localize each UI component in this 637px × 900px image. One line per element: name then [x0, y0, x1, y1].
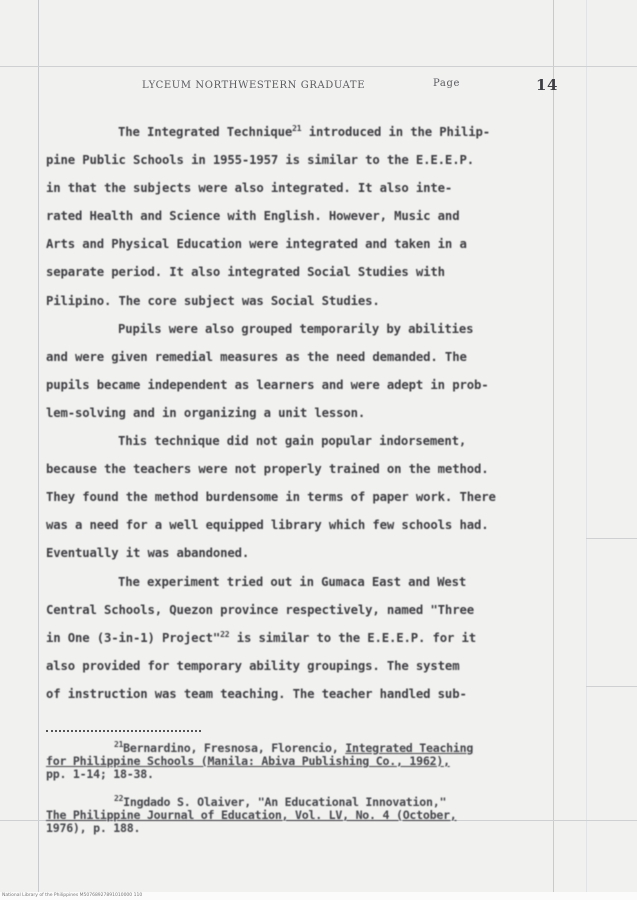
text-line: and were given remedial measures as the need demanded. The — [46, 349, 467, 364]
body-text — [46, 118, 586, 708]
margin-line-left — [38, 0, 39, 900]
text-line: of instruction was team teaching. The teacher handled sub- — [46, 686, 467, 701]
text-line: Pupils were also grouped temporarily by abilities — [118, 321, 474, 336]
page-number: 14 — [536, 76, 559, 94]
page-label: Page — [433, 78, 460, 89]
footnote-separator — [46, 730, 201, 732]
footnote-21-line: for Philippine Schools (Manila: Abiva Publishing Co., 1962), — [46, 754, 450, 768]
page-header — [0, 76, 637, 96]
footnotes — [46, 742, 591, 835]
text-line: This technique did not gain popular indorsement, — [118, 434, 467, 449]
text-line: pine Public Schools in 1955-1957 is similar to the E.E.E.P. — [46, 153, 474, 168]
text-line: Pilipino. The core subject was Social Studies. — [46, 293, 380, 308]
footnote-21-line: $^{21}$Bernardino, Fresnosa, Florencio, Integrated Teaching — [114, 740, 474, 755]
text-line: Central Schools, Quezon province respectively, named "Three — [46, 602, 474, 617]
side-rule-2 — [586, 686, 637, 687]
side-rule-1 — [586, 538, 637, 539]
text-line: They found the method burdensome in terms of paper work. There — [46, 490, 496, 505]
header-rule — [0, 66, 637, 67]
scan-credit-band: National Library of the Philippines M50768927891010000 110 — [0, 892, 637, 900]
text-line: was a need for a well equipped library which few schools had. — [46, 518, 489, 533]
footnote-21-line: pp. 1-14; 18-38. — [46, 767, 154, 781]
footnote-ref-21: 21 — [292, 124, 302, 133]
footnote-22-line: $^{22}$Ingdado S. Olaiver, "An Educational Innovation," — [114, 794, 447, 809]
text-line: The Integrated Technique$^{21}$ introduced in the Philip- — [118, 124, 491, 139]
text-line: in One (3-in-1) Project"$^{22}$ is similar to the E.E.E.P. for it — [46, 629, 477, 645]
text-line: pupils became independent as learners and were adept in prob- — [46, 377, 489, 392]
text-line: lem-solving and in organizing a unit lesson. — [46, 405, 366, 420]
text-line: rated Health and Science with English. However, Music and — [46, 209, 460, 224]
footnote-22-line: 1976), p. 188. — [46, 821, 141, 835]
text-line: in that the subjects were also integrated. It also inte- — [46, 181, 453, 196]
footnote-22-line: The Philippine Journal of Education, Vol. LV, No. 4 (October, — [46, 808, 457, 822]
text-line: also provided for temporary ability groupings. The system — [46, 658, 460, 673]
footnote-ref-22: 22 — [220, 629, 230, 639]
text-line: Arts and Physical Education were integrated and taken in a — [46, 237, 467, 252]
text-line: The experiment tried out in Gumaca East and West — [118, 574, 467, 589]
text-line: Eventually it was abandoned. — [46, 546, 250, 561]
institution-name: LYCEUM NORTHWESTERN GRADUATE — [142, 80, 366, 91]
text-line: separate period. It also integrated Social Studies with — [46, 265, 445, 280]
text-line: because the teachers were not properly trained on the method. — [46, 462, 489, 477]
